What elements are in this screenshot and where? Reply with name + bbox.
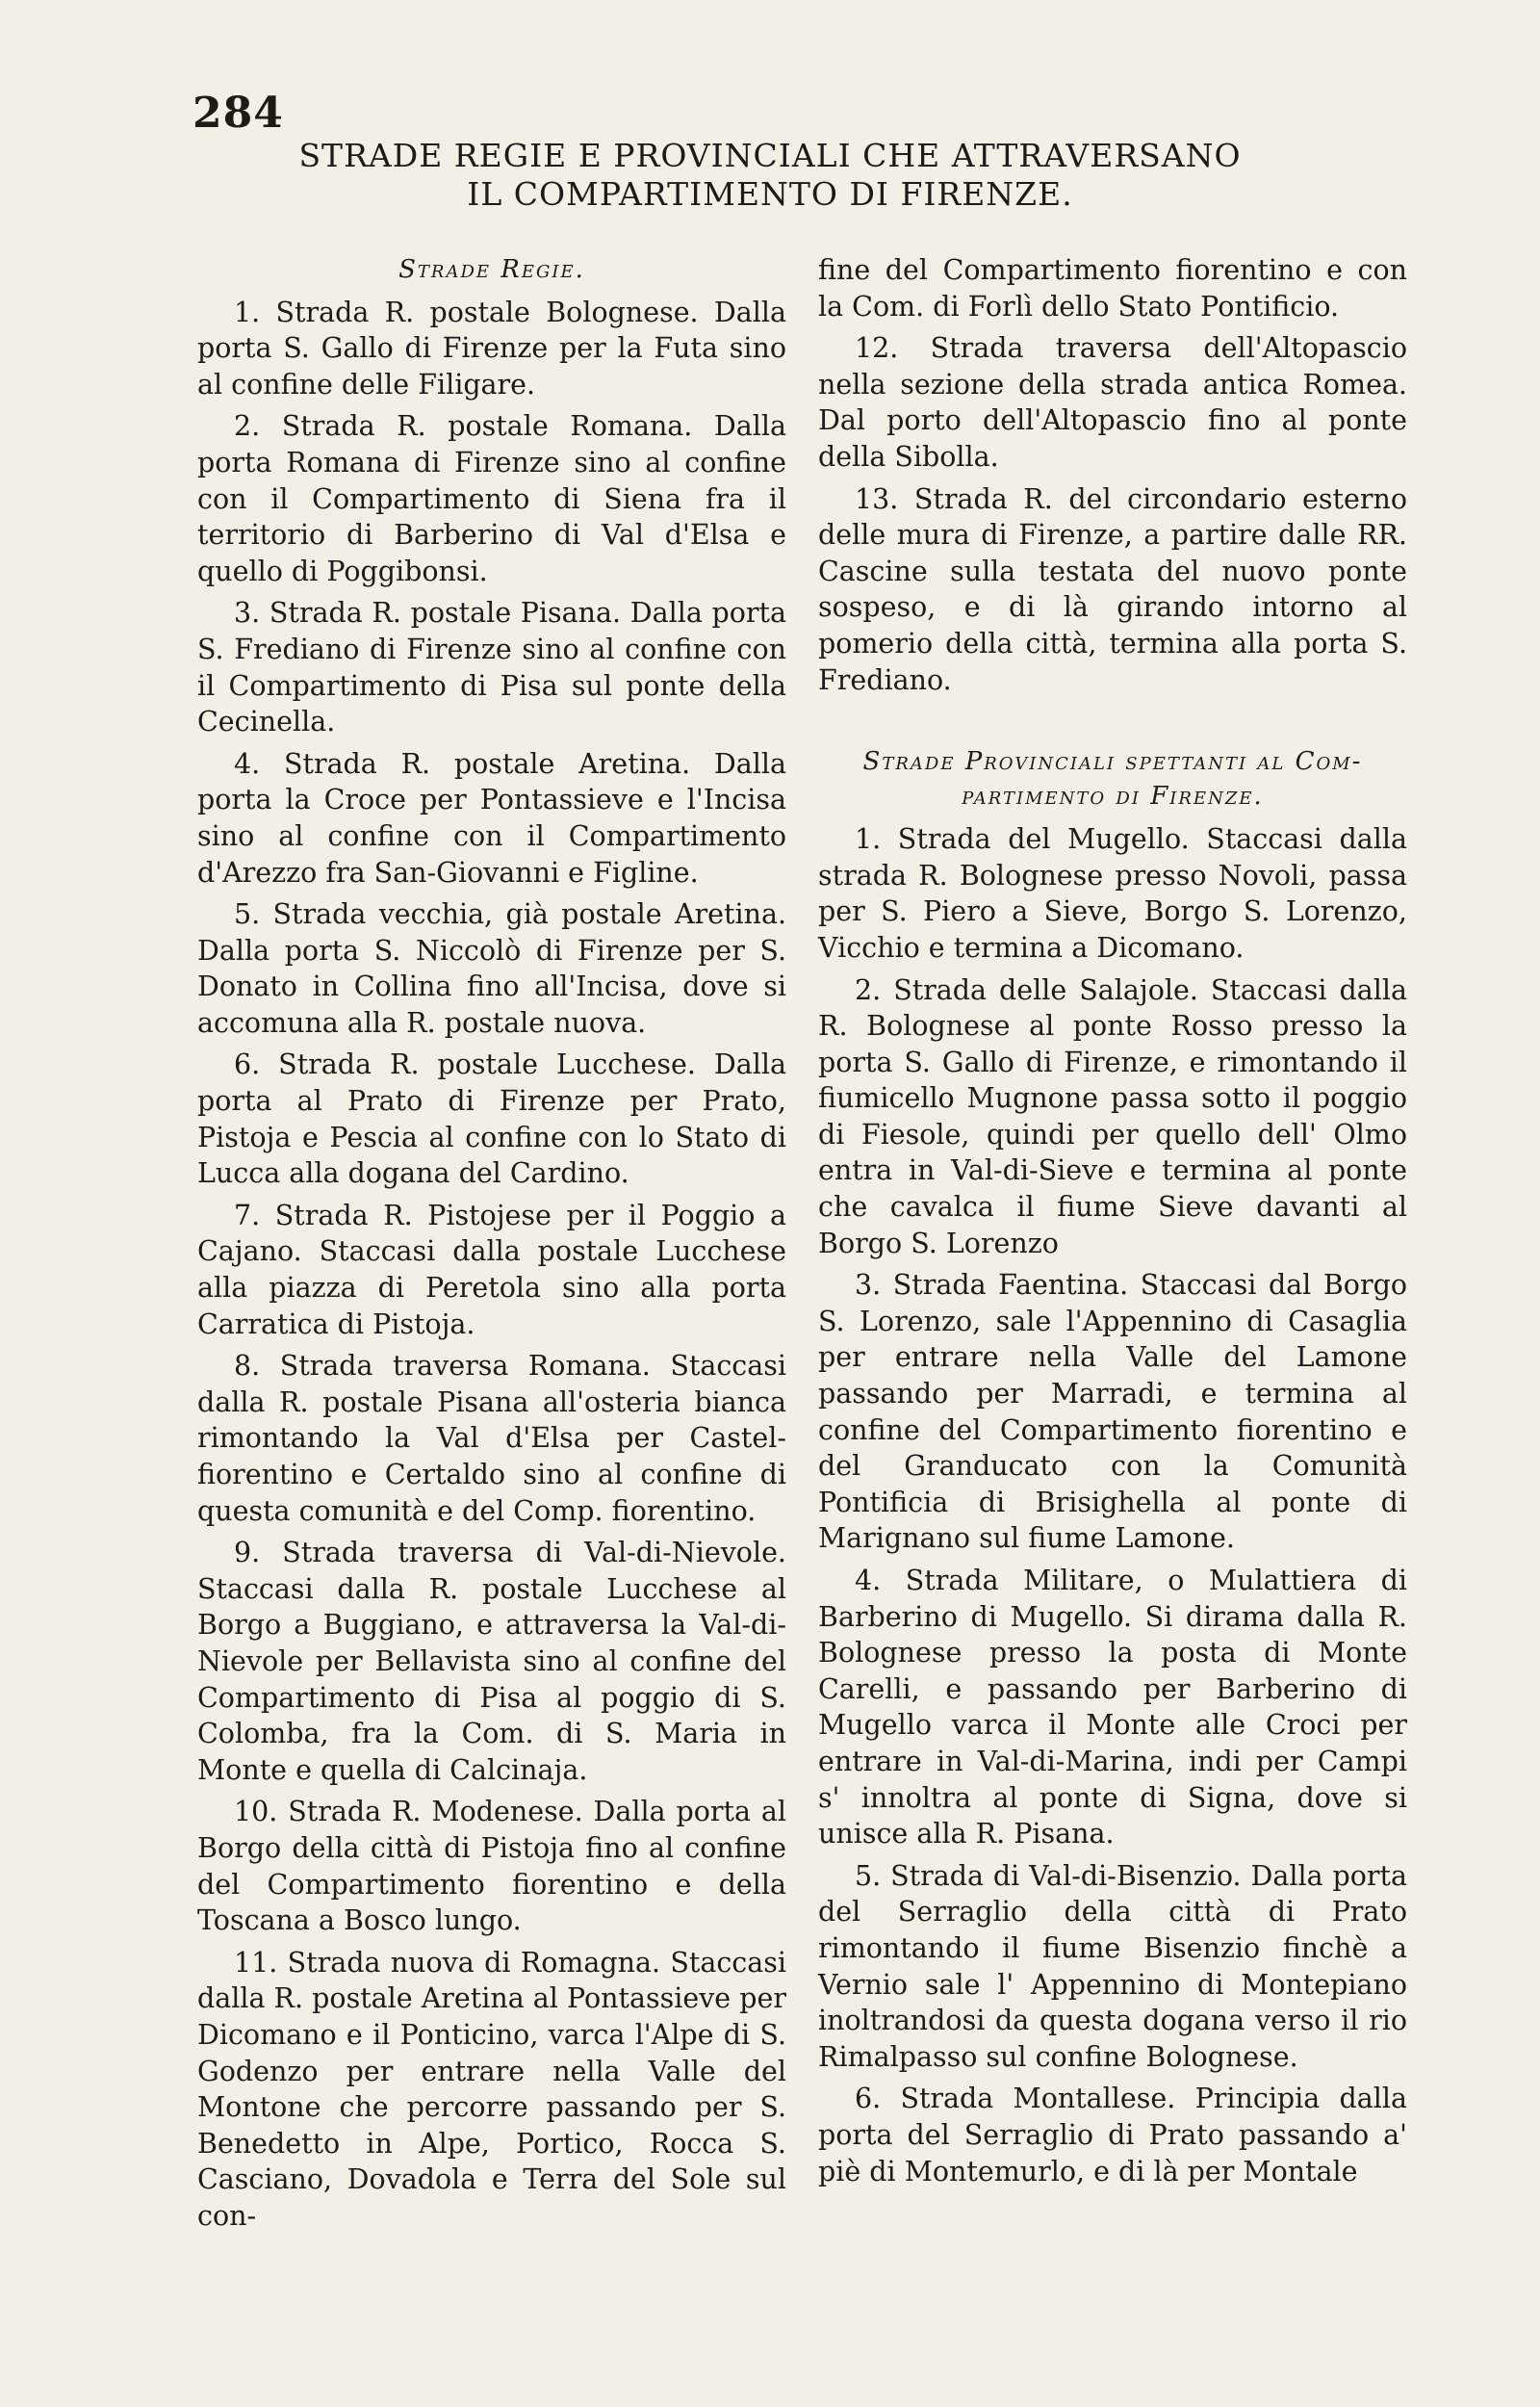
road-entry: 8. Strada traversa Romana. Staccasi dalla R. postale Pisana all'osteria bianca rimontando la Val d'Elsa per Castel-fiorentino e Certaldo sino al confine di questa comunità e del Comp. fiorentino. bbox=[197, 1350, 786, 1527]
left-column bbox=[197, 252, 786, 2239]
road-entry: 3. Strada Faentina. Staccasi dal Borgo S. Lorenzo, sale l'Appennino di Casaglia per entrare nella Valle del Lamone passando per Marradi, e termina al confine del Compartimento fiorentino e del Granducato con la Comunità Pontificia di Brisighella al ponte di Marignano sul fiume Lamone. bbox=[818, 1269, 1407, 1555]
section-title-strade-provinciali bbox=[818, 744, 1407, 814]
road-entry: 13. Strada R. del circondario esterno delle mura di Firenze, a partire dalle RR. Cascine sulla testata del nuovo ponte sospeso, e di là girando intorno al pomerio della città, termina alla porta S. Frediano. bbox=[818, 482, 1407, 696]
road-entry: 12. Strada traversa dell'Altopascio nella sezione della strada antica Romea. Dal porto dell'Altopascio fino al ponte della Sibolla. bbox=[818, 332, 1407, 473]
page-heading bbox=[192, 137, 1348, 214]
right-column bbox=[818, 252, 1407, 2195]
road-entry: 9. Strada traversa di Val-di-Nievole. Staccasi dalla R. postale Lucchese al Borgo a Buggiano, e attraversa la Val-di-Nievole per Bellavista sino al confine del Compartimento di Pisa al poggio di S. Colomba, fra la Com. di S. Maria in Monte e quella di Calcinaja. bbox=[197, 1537, 786, 1786]
road-entry: 3. Strada R. postale Pisana. Dalla porta S. Frediano di Firenze sino al confine con il Compartimento di Pisa sul ponte della Cecinella. bbox=[197, 597, 786, 738]
road-entry: 1. Strada del Mugello. Staccasi dalla strada R. Bolognese presso Novoli, passa per S. Piero a Sieve, Borgo S. Lorenzo, Vicchio e termina a Dicomano. bbox=[818, 823, 1407, 964]
road-entry: 7. Strada R. Pistojese per il Poggio a Cajano. Staccasi dalla postale Lucchese alla piazza di Peretola sino alla porta Carratica di Pistoja. bbox=[197, 1199, 786, 1340]
road-entry: 10. Strada R. Modenese. Dalla porta al Borgo della città di Pistoja fino al confine del Compartimento fiorentino e della Toscana a Bosco lungo. bbox=[197, 1796, 786, 1937]
page-number: 284 bbox=[192, 89, 284, 138]
heading-line-2: IL COMPARTIMENTO DI FIRENZE. bbox=[467, 175, 1073, 213]
road-entry: 6. Strada Montallese. Principia dalla porta del Serraglio di Prato passando a' piè di Montemurlo, e di là per Montale bbox=[818, 2083, 1407, 2187]
section-title-strade-regie: Strade Regie. bbox=[398, 255, 585, 284]
heading-line-1: STRADE REGIE E PROVINCIALI CHE ATTRAVERSANO bbox=[298, 137, 1242, 174]
section-title-line-2: partimento di Firenze. bbox=[962, 782, 1264, 812]
road-entry: 1. Strada R. postale Bolognese. Dalla porta S. Gallo di Firenze per la Futa sino al confine delle Filigare. bbox=[197, 296, 786, 401]
road-entry: 5. Strada vecchia, già postale Aretina. Dalla porta S. Niccolò di Firenze per S. Donato in Collina fino all'Incisa, dove si accomuna alla R. postale nuova. bbox=[197, 898, 786, 1039]
road-entry: 6. Strada R. postale Lucchese. Dalla porta al Prato di Firenze per Prato, Pistoja e Pescia al confine con lo Stato di Lucca alla dogana del Cardino. bbox=[197, 1048, 786, 1190]
continuation-text: fine del Compartimento fiorentino e con la Com. di Forlì dello Stato Pontificio. bbox=[818, 254, 1407, 323]
road-entry: 2. Strada delle Salajole. Staccasi dalla R. Bolognese al ponte Rosso presso la porta S. Gallo di Firenze, e rimontando il fiumicello Mugnone passa sotto il poggio di Fiesole, quindi per quello dell' Olmo entra in Val-di-Sieve e termina al ponte che cavalca il fiume Sieve davanti al Borgo S. Lorenzo bbox=[818, 973, 1407, 1259]
road-entry: 4. Strada R. postale Aretina. Dalla porta la Croce per Pontassieve e l'Incisa sino al confine con il Compartimento d'Arezzo fra San-Giovanni e Figline. bbox=[197, 747, 786, 889]
section-title-line-1: Strade Provinciali spettanti al Com- bbox=[862, 747, 1363, 777]
road-entry: 4. Strada Militare, o Mulattiera di Barberino di Mugello. Si dirama dalla R. Bolognese presso la posta di Monte Carelli, e passando per Barberino di Mugello varca il Monte alle Croci per entrare in Val-di-Marina, indi per Campi s' innoltra al ponte di Signa, dove si unisce alla R. Pisana. bbox=[818, 1565, 1407, 1851]
road-entry: 11. Strada nuova di Romagna. Staccasi dalla R. postale Aretina al Pontassieve per Dicomano e il Ponticino, varca l'Alpe di S. Godenzo per entrare nella Valle del Montone che percorre passando per S. Benedetto in Alpe, Portico, Rocca S. Casciano, Dovadola e Terra del Sole sul con- bbox=[197, 1946, 786, 2232]
road-entry: 5. Strada di Val-di-Bisenzio. Dalla porta del Serraglio della città di Prato rimontando il fiume Bisenzio finchè a Vernio sale l' Appennino di Montepiano inoltrandosi da questa dogana verso il rio Rimalpasso sul confine Bolognese. bbox=[818, 1859, 1407, 2073]
road-entry: 2. Strada R. postale Romana. Dalla porta Romana di Firenze sino al confine con il Compartimento di Siena fra il territorio di Barberino di Val d'Elsa e quello di Poggibonsi. bbox=[197, 410, 786, 587]
